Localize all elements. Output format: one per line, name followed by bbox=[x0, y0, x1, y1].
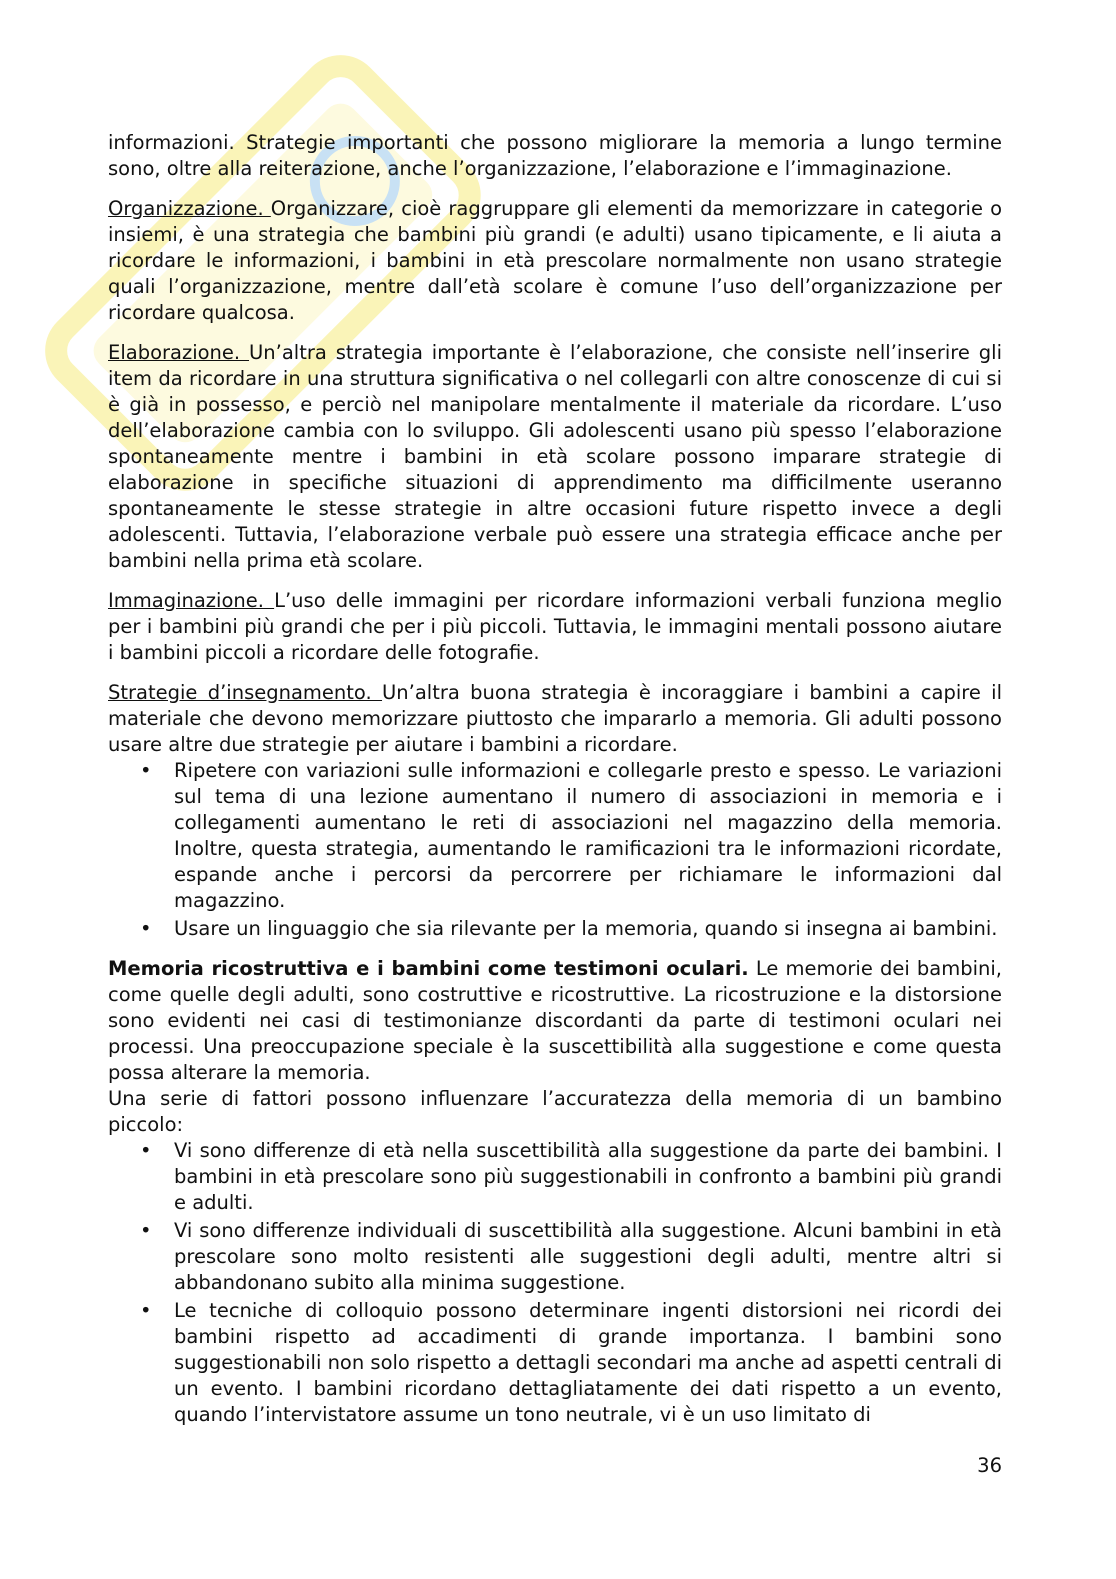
list-item bbox=[108, 916, 1002, 942]
intro-paragraph: informazioni. Strategie importanti che possono migliorare la memoria a lungo termine sono, oltre alla reiterazione, anche l’organizzazione, l’elaborazione e l’immaginazione. bbox=[108, 131, 1002, 180]
bullet-icon: • bbox=[140, 917, 152, 940]
list-item bbox=[108, 1298, 1002, 1428]
insegnamento-paragraph bbox=[108, 680, 1002, 758]
memoria-heading: Memoria ricostruttiva e i bambini come testimoni oculari. bbox=[108, 957, 749, 980]
insegnamento-bullet-list bbox=[108, 758, 1002, 942]
memoria-bullet-list bbox=[108, 1138, 1002, 1428]
list-item-text: Vi sono differenze individuali di suscettibilità alla suggestione. Alcuni bambini in età prescolare sono molto resistenti alle suggestioni degli adulti, mentre altri si abbandonano subito alla minima suggestione. bbox=[174, 1219, 1002, 1294]
list-item bbox=[108, 1138, 1002, 1216]
document-page bbox=[108, 130, 1002, 1442]
immaginazione-paragraph bbox=[108, 588, 1002, 666]
insegnamento-heading: Strategie d’insegnamento. bbox=[108, 681, 383, 704]
organizzazione-paragraph bbox=[108, 196, 1002, 326]
bullet-icon: • bbox=[140, 1299, 152, 1322]
immaginazione-text: L’uso delle immagini per ricordare informazioni verbali funziona meglio per i bambini più grandi che per i più piccoli. Tuttavia, le immagini mentali possono aiutare i bambini piccoli a ricordare delle fotografie. bbox=[108, 589, 1003, 664]
organizzazione-text: Organizzare, cioè raggruppare gli elementi da memorizzare in categorie o insiemi, è una strategia che bambini più grandi (e adulti) usano tipicamente, e li aiuta a ricordare le informazioni, i bambini in età prescolare normalmente non usano strategie quali l’organizzazione, mentre dall’età scolare è comune l’uso dell’organizzazione per ricordare qualcosa. bbox=[108, 197, 1003, 324]
page-number: 36 bbox=[977, 1454, 1002, 1477]
list-item bbox=[108, 758, 1002, 914]
elaborazione-paragraph bbox=[108, 340, 1002, 574]
immaginazione-heading: Immaginazione. bbox=[108, 589, 275, 612]
organizzazione-heading: Organizzazione. bbox=[108, 197, 271, 220]
list-item bbox=[108, 1218, 1002, 1296]
elaborazione-text: Un’altra strategia importante è l’elaborazione, che consiste nell’inserire gli item da ricordare in una struttura significativa o nel collegarli con altre conoscenze di cui si è già in possesso, e perciò nel manipolare mentalmente il materiale da ricordare. L’uso dell’elaborazione cambia con lo sviluppo. Gli adolescenti usano più spesso l’elaborazione spontaneamente mentre i bambini in età scolare possono imparare strategie di elaborazione in specifiche situazioni di apprendimento ma difficilmente useranno spontaneamente le stesse strategie in altre occasioni future rispetto invece a degli adolescenti. Tuttavia, l’elaborazione verbale può essere una strategia efficace anche per bambini nella prima età scolare. bbox=[108, 341, 1002, 572]
memoria-text: Le memorie dei bambini, come quelle degli adulti, sono costruttive e ricostruttive. La ricostruzione e la distorsione sono evidenti nei casi di testimonianze discordanti da parte di testimoni oculari nei processi. Una preoccupazione speciale è la suscettibilità alla suggestione e come questa possa alterare la memoria. bbox=[108, 957, 1002, 1084]
list-item-text: Usare un linguaggio che sia rilevante per la memoria, quando si insegna ai bambini. bbox=[174, 917, 998, 940]
bullet-icon: • bbox=[140, 759, 152, 782]
list-item-text: Vi sono differenze di età nella suscettibilità alla suggestione da parte dei bambini. I bambini in età prescolare sono più suggestionabili in confronto a bambini più grandi e adulti. bbox=[174, 1139, 1002, 1214]
list-item-text: Ripetere con variazioni sulle informazioni e collegarle presto e spesso. Le variazioni sul tema di una lezione aumentano il numero di associazioni in memoria e i collegamenti aumentano le reti di associazioni nel magazzino della memoria. Inoltre, questa strategia, aumentando le ramificazioni tra le informazioni ricordate, espande anche i percorsi da percorrere per richiamare le informazioni dal magazzino. bbox=[174, 759, 1002, 912]
memoria-paragraph bbox=[108, 956, 1002, 1086]
elaborazione-heading: Elaborazione. bbox=[108, 341, 250, 364]
list-item-text: Le tecniche di colloquio possono determinare ingenti distorsioni nei ricordi dei bambini rispetto ad accadimenti di grande importanza. I bambini sono suggestionabili non solo rispetto a dettagli secondari ma anche ad aspetti centrali di un evento. I bambini ricordano dettagliatamente dei dati rispetto a un evento, quando l’intervistatore assume un tono neutrale, vi è un uso limitato di bbox=[174, 1299, 1002, 1426]
insegnamento-text: Un’altra buona strategia è incoraggiare i bambini a capire il materiale che devono memorizzare piuttosto che impararlo a memoria. Gli adulti possono usare altre due strategie per aiutare i bambini a ricordare. bbox=[108, 681, 1002, 756]
memoria-paragraph-2: Una serie di fattori possono influenzare l’accuratezza della memoria di un bambino piccolo: bbox=[108, 1087, 1002, 1136]
bullet-icon: • bbox=[140, 1139, 152, 1162]
bullet-icon: • bbox=[140, 1219, 152, 1242]
